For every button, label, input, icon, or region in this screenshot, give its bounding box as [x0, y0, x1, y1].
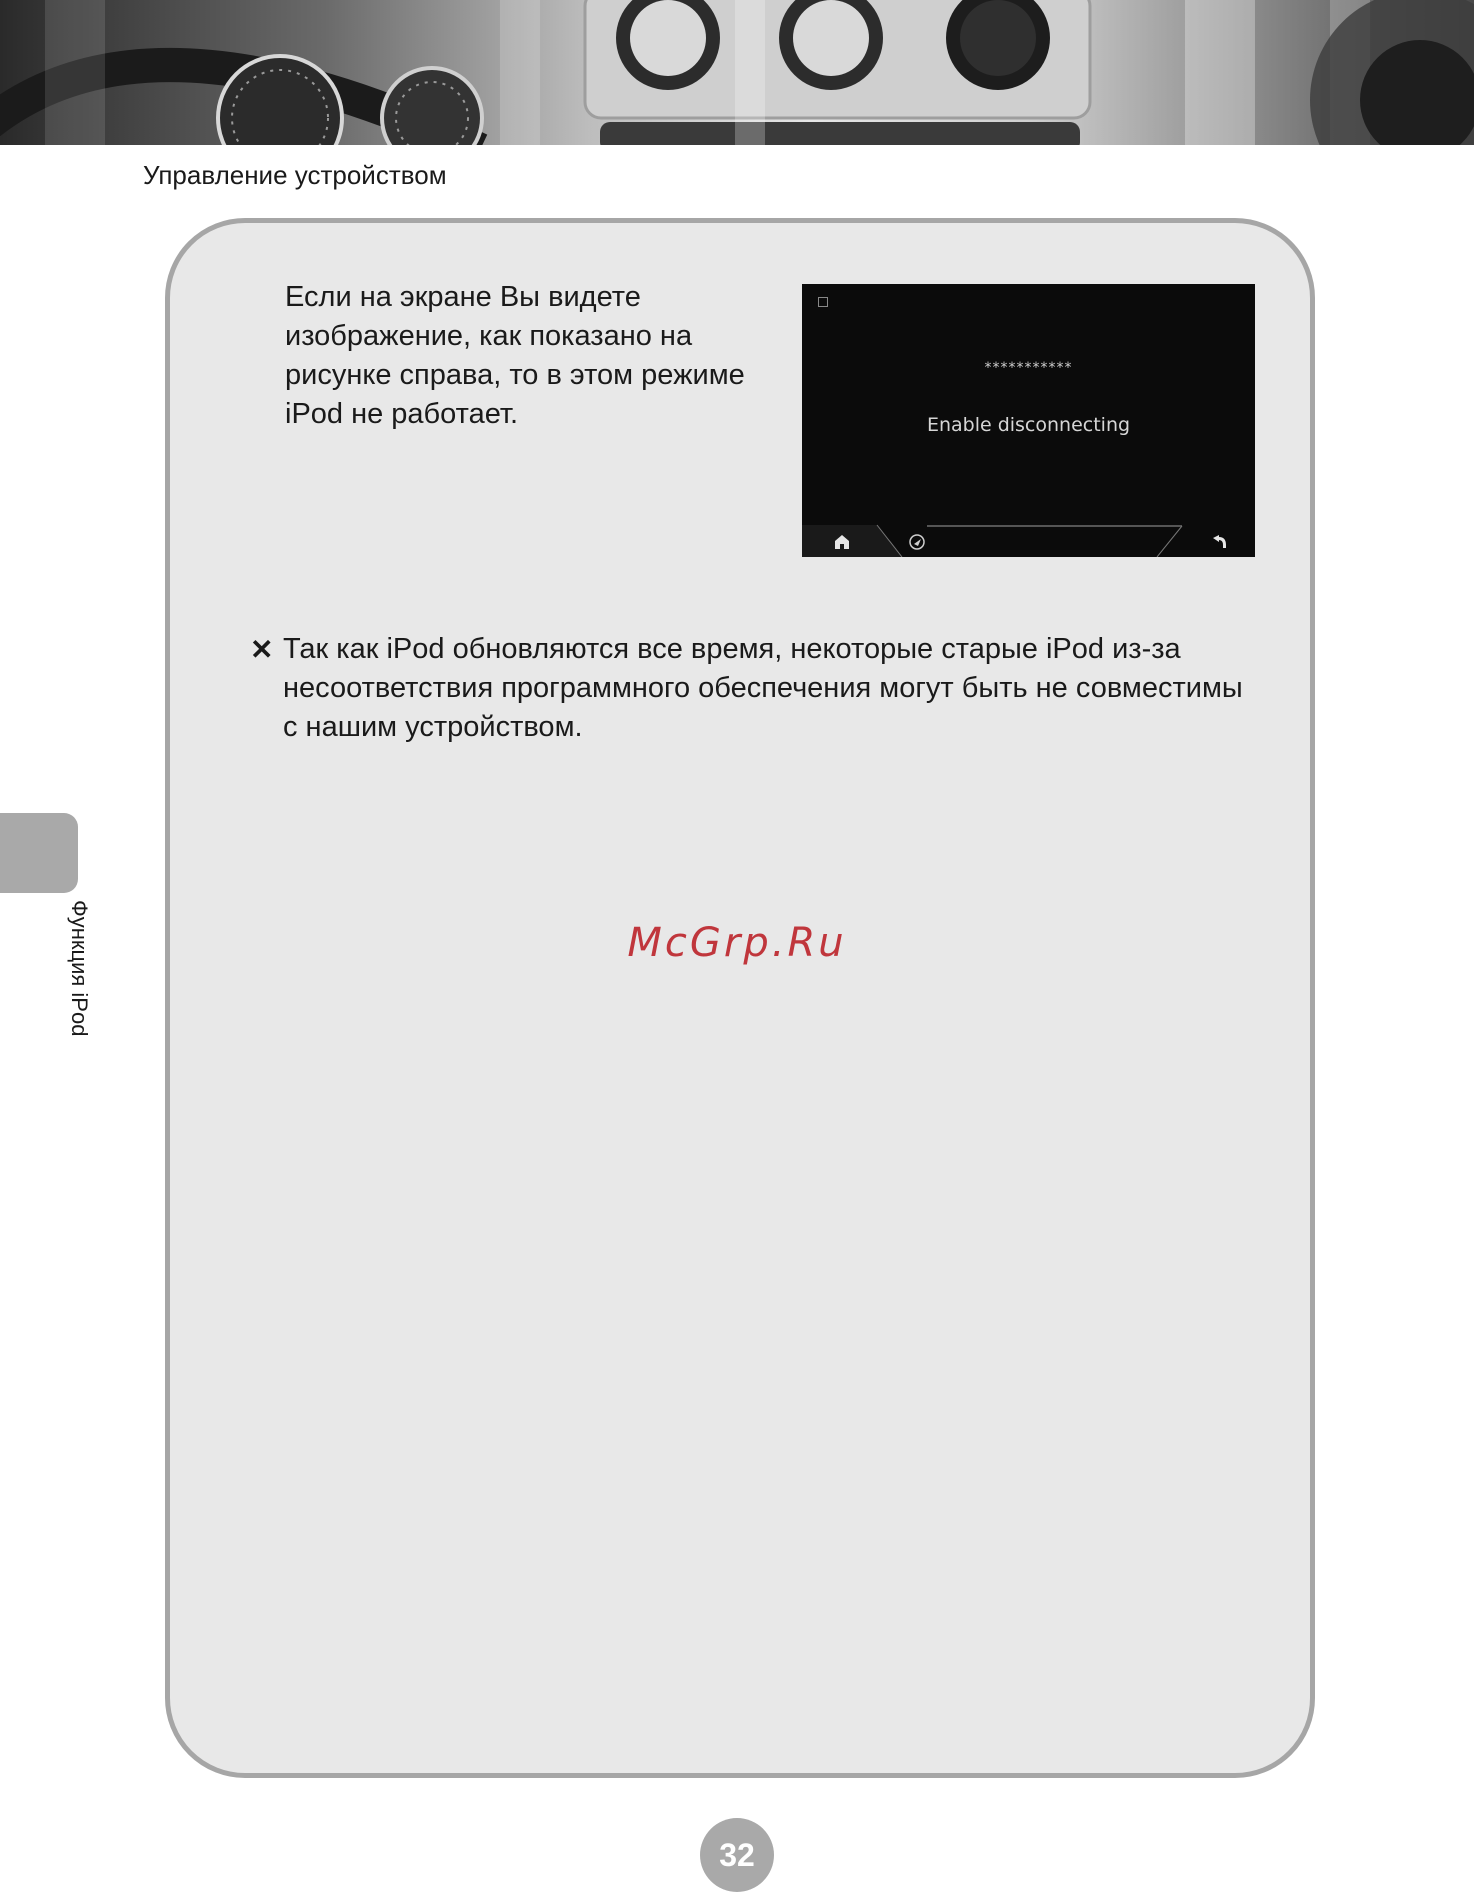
page-number: 32: [700, 1818, 774, 1892]
screen-message: Enable disconnecting: [926, 414, 1131, 436]
back-icon: [1213, 535, 1226, 548]
screen-corner-icon: [818, 297, 828, 307]
navigation-icon: [910, 535, 924, 549]
header-banner-image: [0, 0, 1474, 145]
chapter-tab: [0, 813, 78, 893]
note-text: Так как iPod обновляются все время, некоторые старые iPod из-за несоответствия программного обеспечения могут быть не совместимы с нашим устройством.: [283, 633, 1243, 743]
screen-bottom-bar: [802, 524, 1255, 557]
watermark: McGrp.Ru: [627, 920, 847, 966]
note-mark-icon: ✕: [250, 634, 274, 665]
device-screen-image: [802, 284, 1255, 557]
compatibility-note: [250, 630, 1250, 747]
intro-paragraph: Если на экране Вы видете изображение, как показано на рисунке справа, то в этом режиме iPod не работает.: [285, 281, 745, 430]
chapter-label: Функция iPod: [67, 900, 92, 1037]
section-title: Управление устройством: [143, 160, 447, 190]
masked-text: ***********: [984, 360, 1073, 376]
